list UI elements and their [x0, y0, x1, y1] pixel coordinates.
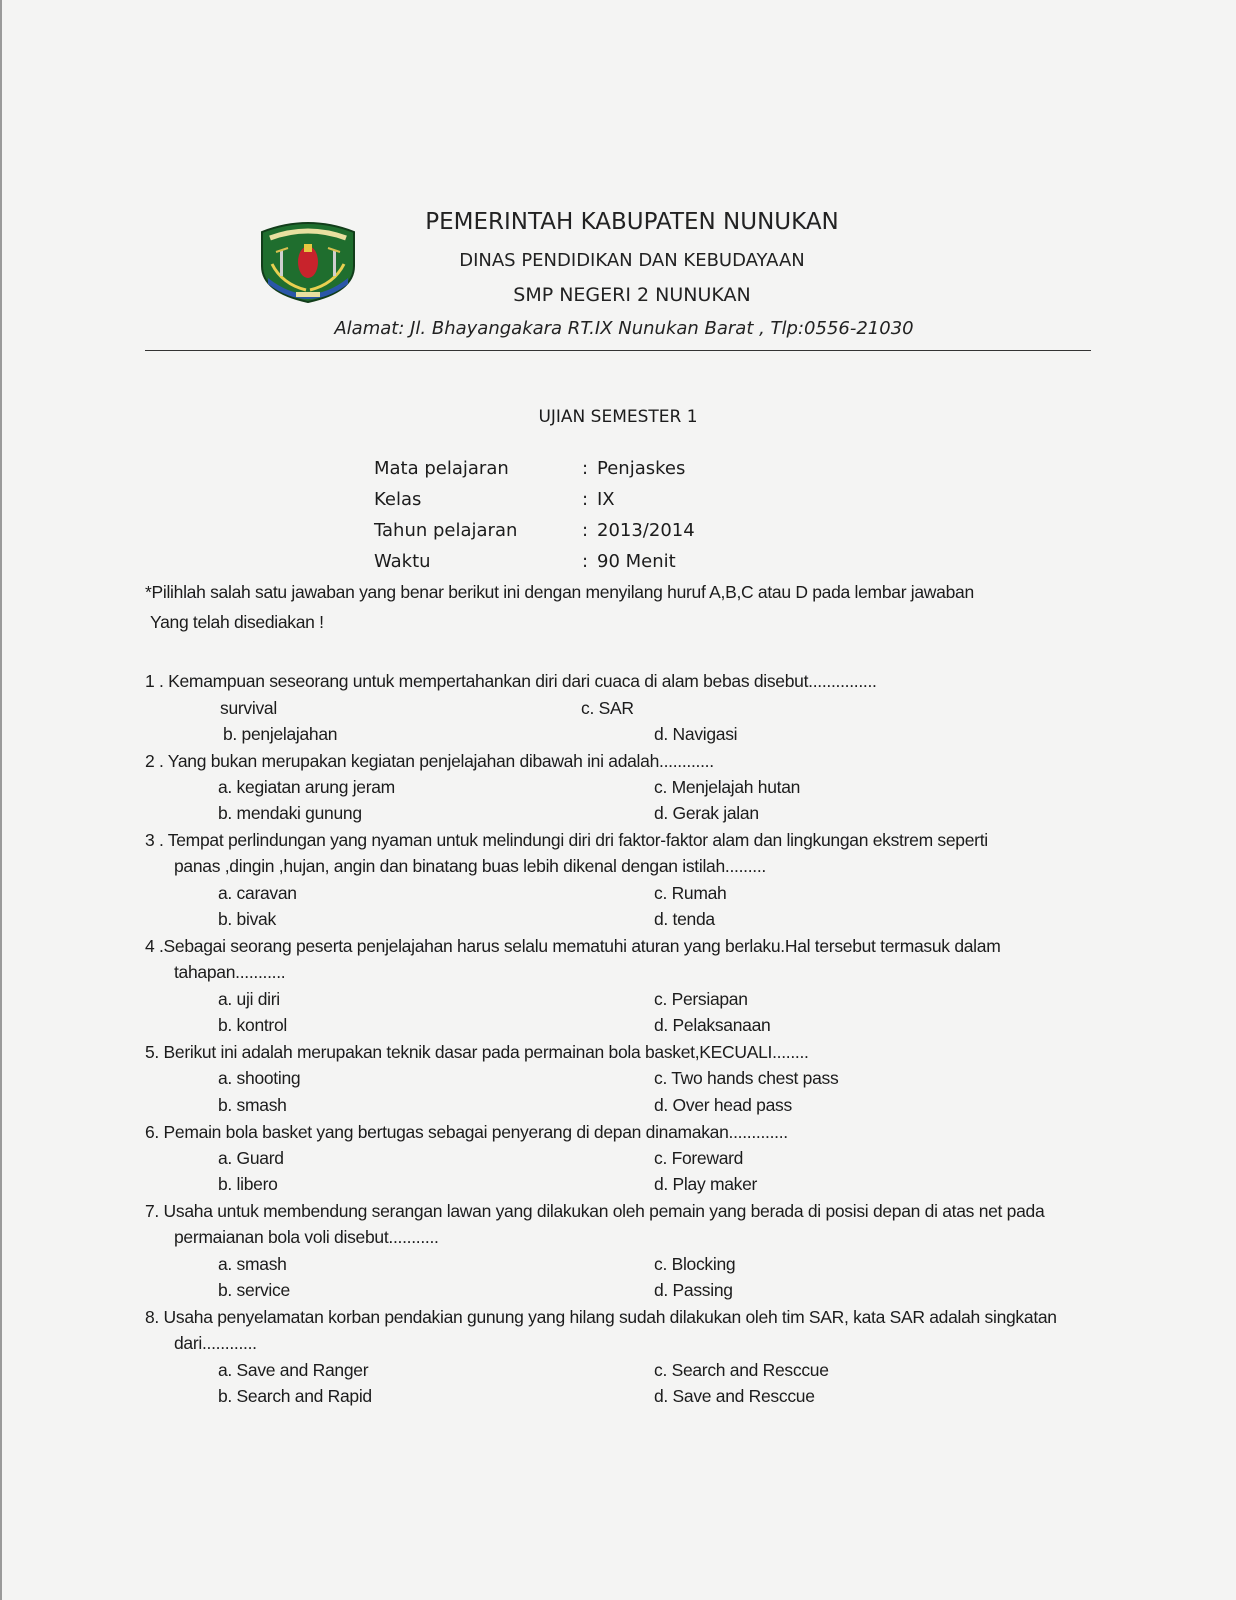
question-4-option-a: a. uji diri [218, 989, 280, 1009]
question-1-option-b: b. penjelajahan [223, 724, 338, 744]
question-8-option-c: c. Search and Resccue [654, 1360, 829, 1380]
question-6-text: 6. Pemain bola basket yang bertugas sebagai penyerang di depan dinamakan............. [145, 1122, 788, 1142]
question-2-option-d: d. Gerak jalan [654, 803, 759, 823]
info-label: Kelas [374, 489, 422, 510]
question-4-text: 4 .Sebagai seorang peserta penjelajahan harus selalu mematuhi aturan yang berlaku.Hal tersebut termasuk dalam [145, 936, 1001, 956]
info-value: IX [597, 489, 615, 510]
question-6-option-c: c. Foreward [654, 1148, 744, 1168]
header-address: Alamat: Jl. Bhayangakara RT.IX Nunukan Barat , Tlp:0556-21030 [334, 318, 914, 339]
question-7-text: 7. Usaha untuk membendung serangan lawan yang dilakukan oleh pemain yang berada di posisi depan di atas net pada [145, 1201, 1045, 1221]
header-divider [145, 350, 1091, 351]
instructions-line-1: *Pilihlah salah satu jawaban yang benar berikut ini dengan menyilang huruf A,B,C atau D pada lembar jawaban [145, 582, 974, 602]
question-5-text: 5. Berikut ini adalah merupakan teknik dasar pada permainan bola basket,KECUALI........ [145, 1042, 809, 1062]
question-2-option-a: a. kegiatan arung jeram [218, 777, 395, 797]
question-8-option-a: a. Save and Ranger [218, 1360, 369, 1380]
question-4-text-line-2: tahapan........... [174, 962, 286, 982]
question-1-option-c: c. SAR [581, 698, 634, 718]
question-1-text: 1 . Kemampuan seseorang untuk mempertahankan diri dari cuaca di alam bebas disebut............... [145, 671, 877, 691]
info-colon: : [582, 551, 589, 572]
question-3-text-line-2: panas ,dingin ,hujan, angin dan binatang buas lebih dikenal dengan istilah......... [174, 856, 766, 876]
question-2-option-c: c. Menjelajah hutan [654, 777, 801, 797]
question-8-option-d: d. Save and Resccue [654, 1386, 815, 1406]
question-7-option-d: d. Passing [654, 1280, 733, 1300]
question-1-option-d: d. Navigasi [654, 724, 738, 744]
page-edge [0, 0, 2, 1600]
info-value: 90 Menit [597, 551, 676, 572]
question-3-text: 3 . Tempat perlindungan yang nyaman untuk melindungi diri dri faktor-faktor alam dan lingkungan ekstrem seperti [145, 830, 988, 850]
question-6-option-a: a. Guard [218, 1148, 284, 1168]
info-colon: : [582, 458, 589, 479]
question-4-option-b: b. kontrol [218, 1015, 287, 1035]
question-5-option-d: d. Over head pass [654, 1095, 792, 1115]
question-7-option-b: b. service [218, 1280, 290, 1300]
question-7-option-c: c. Blocking [654, 1254, 736, 1274]
question-5-option-b: b. smash [218, 1095, 287, 1115]
header-government: PEMERINTAH KABUPATEN NUNUKAN [425, 209, 839, 235]
header-school-name: SMP NEGERI 2 NUNUKAN [513, 284, 751, 306]
question-7-option-a: a. smash [218, 1254, 287, 1274]
question-8-text-line-2: dari............ [174, 1333, 257, 1353]
info-value: Penjaskes [597, 458, 686, 479]
info-value: 2013/2014 [597, 520, 695, 541]
question-3-option-b: b. bivak [218, 909, 276, 929]
info-label: Waktu [374, 551, 431, 572]
question-4-option-d: d. Pelaksanaan [654, 1015, 771, 1035]
question-1-option-a: survival [220, 698, 277, 718]
question-8-option-b: b. Search and Rapid [218, 1386, 372, 1406]
question-3-option-d: d. tenda [654, 909, 715, 929]
question-3-option-c: c. Rumah [654, 883, 727, 903]
question-2-text: 2 . Yang bukan merupakan kegiatan penjelajahan dibawah ini adalah............ [145, 751, 714, 771]
question-6-option-d: d. Play maker [654, 1174, 758, 1194]
info-label: Tahun pelajaran [374, 520, 518, 541]
header-department: DINAS PENDIDIKAN DAN KEBUDAYAAN [459, 250, 805, 271]
exam-title: UJIAN SEMESTER 1 [538, 407, 698, 427]
question-7-text-line-2: permaianan bola voli disebut........... [174, 1227, 439, 1247]
question-2-option-b: b. mendaki gunung [218, 803, 362, 823]
question-5-option-a: a. shooting [218, 1068, 301, 1088]
question-4-option-c: c. Persiapan [654, 989, 748, 1009]
question-3-option-a: a. caravan [218, 883, 297, 903]
info-colon: : [582, 520, 589, 541]
info-colon: : [582, 489, 589, 510]
question-6-option-b: b. libero [218, 1174, 278, 1194]
info-label: Mata pelajaran [374, 458, 509, 479]
question-8-text: 8. Usaha penyelamatan korban pendakian gunung yang hilang sudah dilakukan oleh tim SAR, kata SAR adalah singkatan [145, 1307, 1057, 1327]
question-5-option-c: c. Two hands chest pass [654, 1068, 839, 1088]
instructions-line-2: Yang telah disediakan ! [150, 612, 324, 632]
